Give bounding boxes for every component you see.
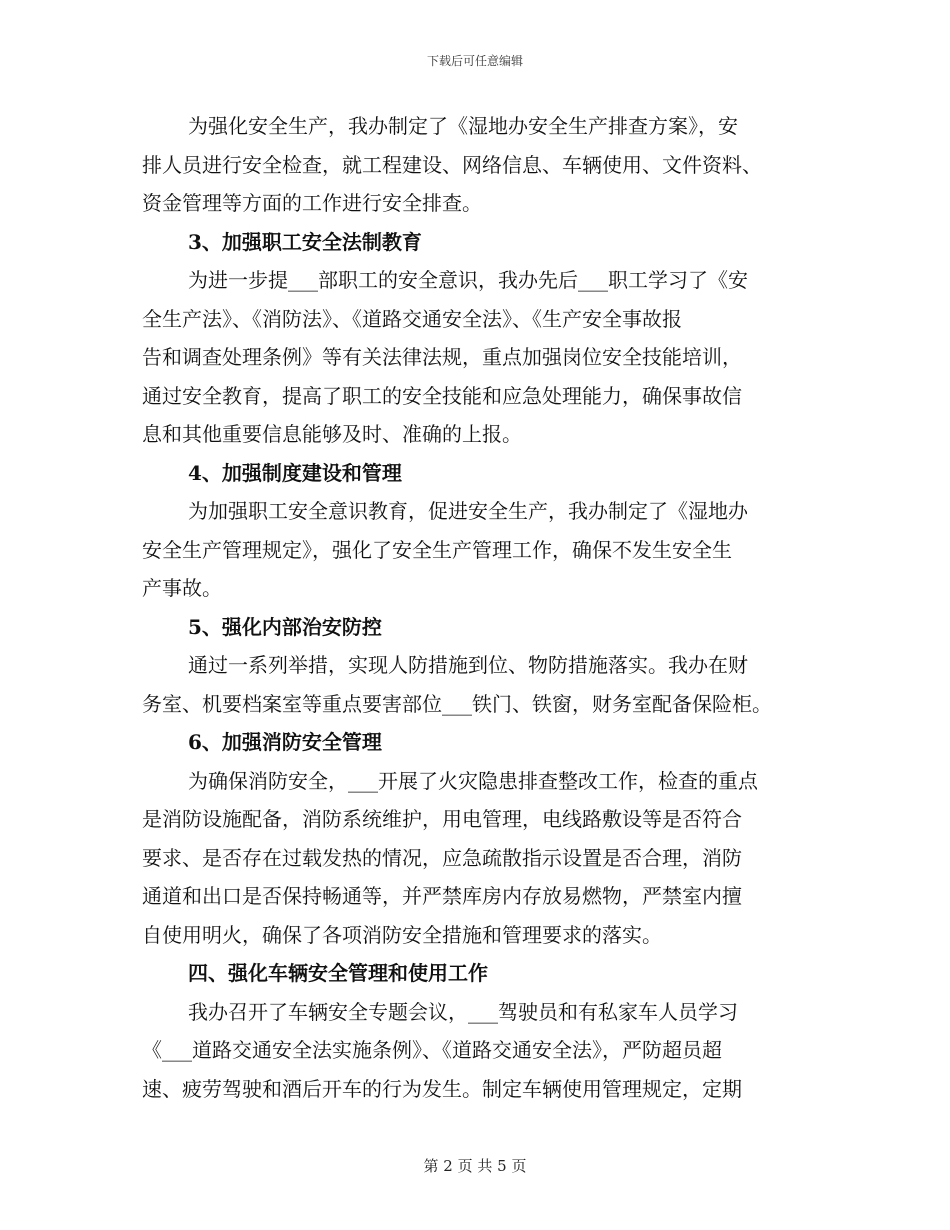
text-line: 排人员进行安全检查，就工程建设、网络信息、车辆使用、文件资料、 — [142, 152, 762, 177]
text-line: 要求、是否存在过载发热的情况，应急疏散指示设置是否合理，消防 — [142, 845, 742, 870]
text-line: 通过一系列举措，实现人防措施到位、物防措施落实。我办在财 — [188, 653, 748, 677]
text-line: 资金管理等方面的工作进行安全排查。 — [142, 191, 482, 215]
text-line: 为加强职工安全意识教育，促进安全生产，我办制定了《湿地办 — [188, 499, 748, 523]
document-body — [142, 107, 812, 1108]
text-line: 通道和出口是否保持畅通等，并严禁库房内存放易燃物，严禁室内擅 — [142, 884, 742, 908]
text-line: 务室、机要档案室等重点要害部位___铁门、铁窗，财务室配备保险柜。 — [142, 691, 772, 716]
section-heading: 4、加强制度建设和管理 — [188, 460, 402, 485]
text-line: 我办召开了车辆安全专题会议，___驾驶员和有私家车人员学习 — [188, 999, 738, 1024]
text-line: 告和调查处理条例》等有关法律法规，重点加强岗位安全技能培训， — [142, 345, 742, 369]
text-line: 全生产法》、《消防法》、《道路交通安全法》、《生产安全事故报 — [142, 306, 682, 331]
text-line: 为强化安全生产，我办制定了《湿地办安全生产排查方案》，安 — [188, 114, 738, 138]
page-footer: 第 2 页 共 5 页 — [423, 1157, 527, 1175]
section-heading: 3、加强职工安全法制教育 — [188, 229, 422, 254]
text-line: 息和其他重要信息能够及时、准确的上报。 — [142, 422, 522, 446]
text-line: 速、疲劳驾驶和酒后开车的行为发生。制定车辆使用管理规定，定期 — [142, 1076, 742, 1101]
text-line: 产事故。 — [142, 576, 222, 600]
text-line: 《___道路交通安全法实施条例》、《道路交通安全法》，严防超员超 — [142, 1038, 722, 1062]
page-header: 下载后可任意编辑 — [426, 54, 523, 68]
text-line: 安全生产管理规定》，强化了安全生产管理工作，确保不发生安全生 — [142, 537, 732, 562]
text-line: 自使用明火，确保了各项消防安全措施和管理要求的落实。 — [142, 922, 662, 947]
section-heading: 6、加强消防安全管理 — [188, 730, 382, 754]
text-line: 为确保消防安全，___开展了火灾隐患排查整改工作，检查的重点 — [188, 768, 758, 793]
section-heading: 5、强化内部治安防控 — [188, 614, 382, 639]
text-line: 为进一步提___部职工的安全意识，我办先后___职工学习了《安 — [188, 268, 748, 292]
text-line: 通过安全教育，提高了职工的安全技能和应急处理能力，确保事故信 — [142, 383, 742, 408]
text-line: 是消防设施配备，消防系统维护，用电管理，电线路敷设等是否符合 — [142, 807, 742, 831]
section-heading: 四、强化车辆安全管理和使用工作 — [188, 961, 488, 985]
